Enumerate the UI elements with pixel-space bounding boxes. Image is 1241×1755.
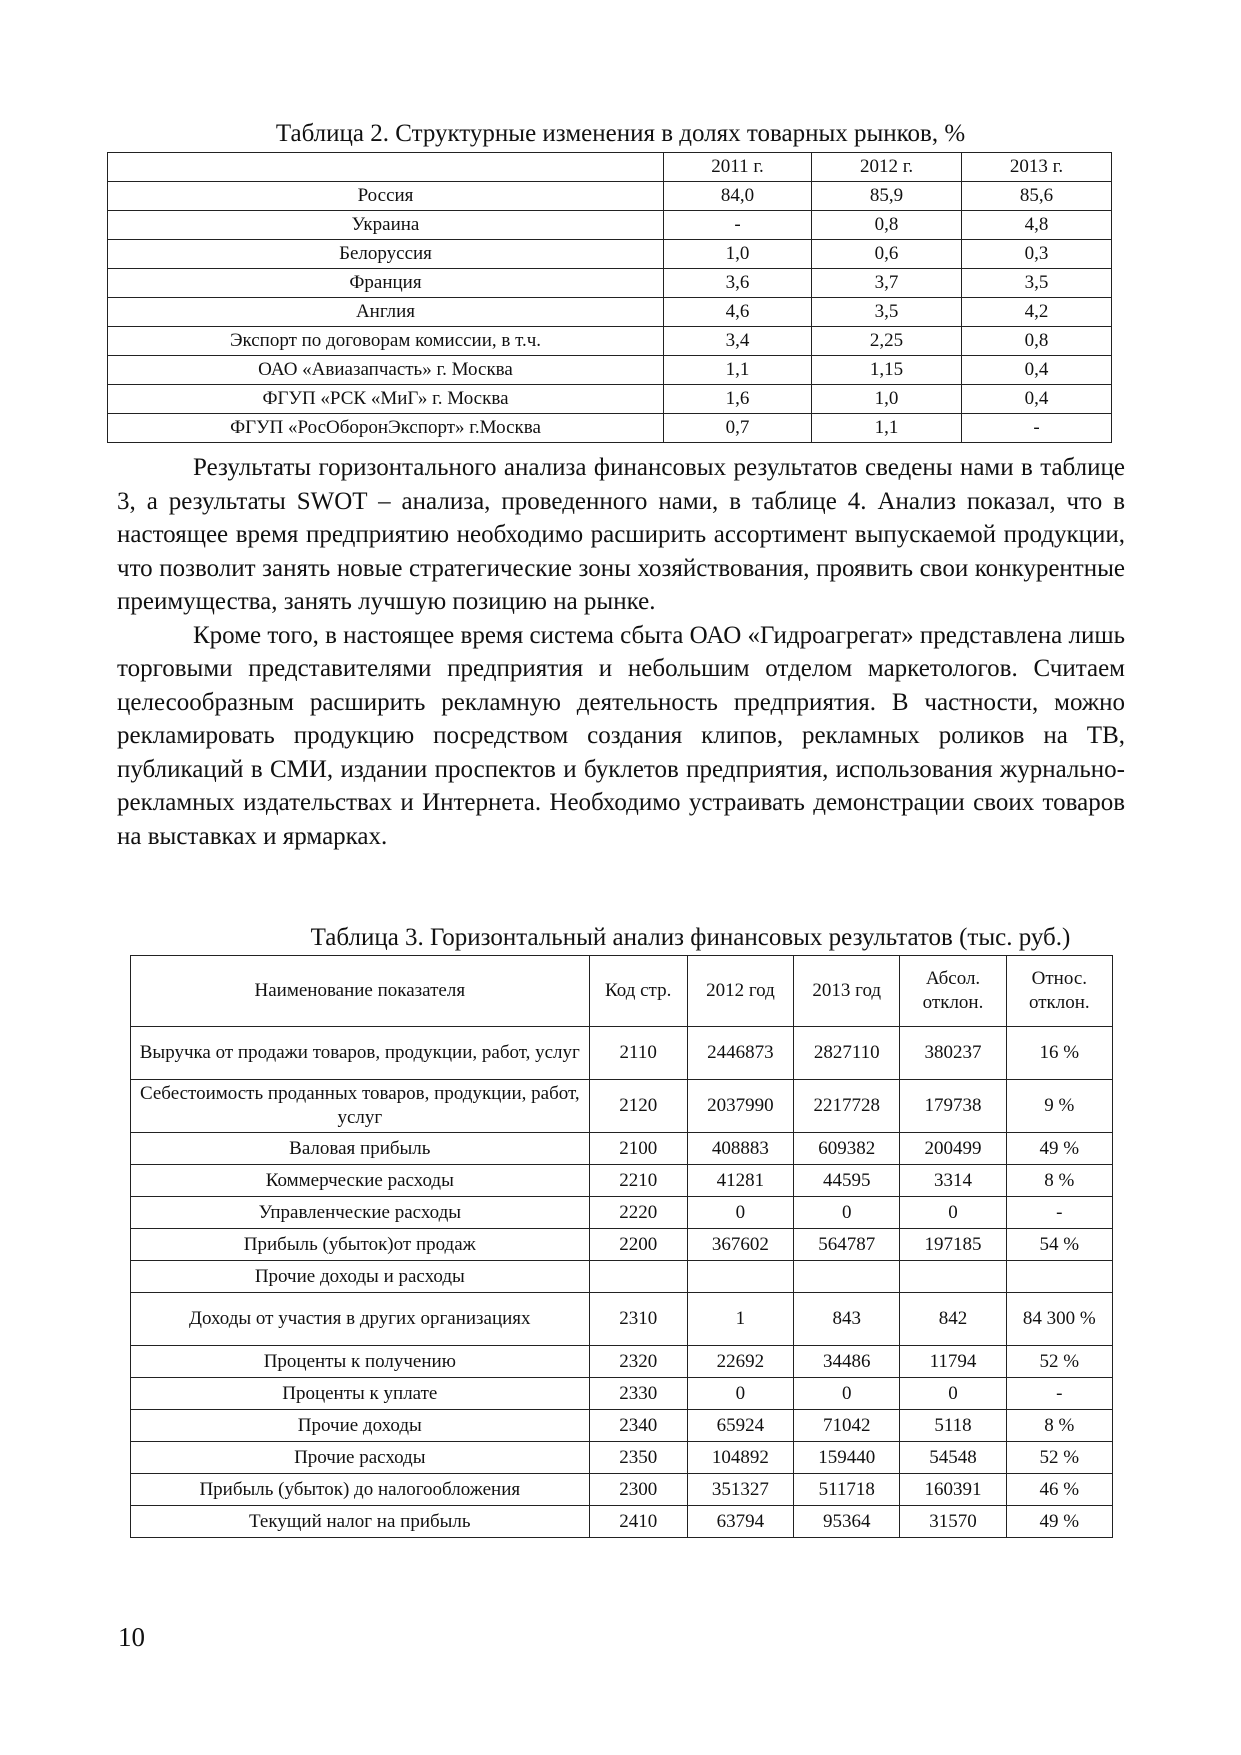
row-label: ОАО «Авиазапчасть» г. Москва — [108, 356, 664, 385]
cell-value: 1,0 — [812, 385, 962, 414]
row-label: Белоруссия — [108, 240, 664, 269]
cell-value: 2827110 — [794, 1027, 900, 1080]
cell-value: 1,6 — [664, 385, 812, 414]
row-label: ФГУП «РосОборонЭкспорт» г.Москва — [108, 414, 664, 443]
cell-value: 49 % — [1006, 1506, 1112, 1538]
row-label: Себестоимость проданных товаров, продукции, работ, услуг — [131, 1080, 590, 1133]
cell-value: 4,2 — [962, 298, 1112, 327]
cell-value: 380237 — [900, 1027, 1006, 1080]
cell-value: 0 — [900, 1197, 1006, 1229]
cell-value: 8 % — [1006, 1410, 1112, 1442]
row-label: Проценты к уплате — [131, 1378, 590, 1410]
cell-value — [687, 1261, 793, 1293]
table-row — [131, 1229, 1113, 1261]
table-row — [108, 298, 1112, 327]
cell-value: 2100 — [589, 1133, 687, 1165]
cell-value: 1 — [687, 1293, 793, 1346]
row-label: Прибыль (убыток)от продаж — [131, 1229, 590, 1261]
row-label: ФГУП «РСК «МиГ» г. Москва — [108, 385, 664, 414]
cell-value: 179738 — [900, 1080, 1006, 1133]
row-label: Англия — [108, 298, 664, 327]
cell-value: 2446873 — [687, 1027, 793, 1080]
cell-value: 367602 — [687, 1229, 793, 1261]
table-row — [108, 385, 1112, 414]
cell-value: 8 % — [1006, 1165, 1112, 1197]
row-label: Франция — [108, 269, 664, 298]
cell-value: 0 — [794, 1197, 900, 1229]
table-row — [108, 414, 1112, 443]
cell-value: 0 — [794, 1378, 900, 1410]
table-row — [108, 269, 1112, 298]
table-row — [131, 1506, 1113, 1538]
cell-value: 2037990 — [687, 1080, 793, 1133]
row-label: Прибыль (убыток) до налогообложения — [131, 1474, 590, 1506]
table-row — [131, 1261, 1113, 1293]
cell-value: 0,6 — [812, 240, 962, 269]
cell-value: 2340 — [589, 1410, 687, 1442]
paragraph: Кроме того, в настоящее время система сбыта ОАО «Гидроагрегат» представлена лишь торговыми представителями предприятия и небольшим отделом маркетологов. Считаем целесообразным расширить рекламную деятельность предприятия. В частности, можно рекламировать продукцию посредством создания клипов, рекламных роликов на ТВ, публикаций в СМИ, издании проспектов и буклетов предприятия, использования журнально-рекламных издательствах и Интернета. Необходимо устраивать демонстрации своих товаров на выставках и ярмарках. — [117, 621, 1125, 850]
cell-value: 2,25 — [812, 327, 962, 356]
cell-value: 0,8 — [812, 211, 962, 240]
row-label: Россия — [108, 182, 664, 211]
cell-value: 0,4 — [962, 385, 1112, 414]
cell-value — [589, 1261, 687, 1293]
cell-value: 197185 — [900, 1229, 1006, 1261]
cell-value: - — [1006, 1197, 1112, 1229]
row-label: Доходы от участия в других организациях — [131, 1293, 590, 1346]
cell-value: 52 % — [1006, 1346, 1112, 1378]
cell-value: 609382 — [794, 1133, 900, 1165]
row-label: Украина — [108, 211, 664, 240]
cell-value: 2410 — [589, 1506, 687, 1538]
header-cell: 2011 г. — [664, 153, 812, 182]
cell-value: 3,7 — [812, 269, 962, 298]
table-row — [108, 182, 1112, 211]
table-row — [131, 1293, 1113, 1346]
header-cell: Наименование показателя — [131, 956, 590, 1027]
row-label: Коммерческие расходы — [131, 1165, 590, 1197]
table-row — [131, 1378, 1113, 1410]
header-cell: Относ. отклон. — [1006, 956, 1112, 1027]
table-row — [131, 1410, 1113, 1442]
row-label: Валовая прибыль — [131, 1133, 590, 1165]
row-label: Выручка от продажи товаров, продукции, работ, услуг — [131, 1027, 590, 1080]
page-number: 10 — [118, 1622, 145, 1652]
cell-value: 54548 — [900, 1442, 1006, 1474]
table-row — [108, 211, 1112, 240]
cell-value: 159440 — [794, 1442, 900, 1474]
header-cell: 2013 г. — [962, 153, 1112, 182]
header-cell — [108, 153, 664, 182]
cell-value: 511718 — [794, 1474, 900, 1506]
cell-value — [794, 1261, 900, 1293]
cell-value: 200499 — [900, 1133, 1006, 1165]
cell-value — [900, 1261, 1006, 1293]
cell-value: 1,1 — [812, 414, 962, 443]
cell-value: 52 % — [1006, 1442, 1112, 1474]
header-cell: 2012 год — [687, 956, 793, 1027]
table-row — [131, 1197, 1113, 1229]
cell-value: 0,4 — [962, 356, 1112, 385]
cell-value: 9 % — [1006, 1080, 1112, 1133]
cell-value: 44595 — [794, 1165, 900, 1197]
cell-value: 843 — [794, 1293, 900, 1346]
cell-value: 0,3 — [962, 240, 1112, 269]
cell-value: 3,4 — [664, 327, 812, 356]
table-financial-results — [130, 955, 1113, 1538]
table2-caption: Таблица 2. Структурные изменения в долях товарных рынков, % — [275, 120, 966, 147]
row-label: Экспорт по договорам комиссии, в т.ч. — [108, 327, 664, 356]
cell-value: 2110 — [589, 1027, 687, 1080]
row-label: Прочие расходы — [131, 1442, 590, 1474]
cell-value: 2300 — [589, 1474, 687, 1506]
paragraph: Результаты горизонтального анализа финансовых результатов сведены нами в таблице 3, а результаты SWOT – анализа, проведенного нами, в таблице 4. Анализ показал, что в настоящее время предприятию необходимо расширить ассортимент выпускаемой продукции, что позволит занять новые стратегические зоны хозяйствования, проявить свои конкурентные преимущества, занять лучшую позицию на рынке. — [117, 454, 1125, 615]
header-cell: Код стр. — [589, 956, 687, 1027]
cell-value: 0 — [900, 1378, 1006, 1410]
cell-value: 104892 — [687, 1442, 793, 1474]
cell-value — [1006, 1261, 1112, 1293]
cell-value: 95364 — [794, 1506, 900, 1538]
cell-value: 1,15 — [812, 356, 962, 385]
table-row — [108, 356, 1112, 385]
table-row — [131, 1346, 1113, 1378]
cell-value: 5118 — [900, 1410, 1006, 1442]
row-label: Управленческие расходы — [131, 1197, 590, 1229]
table-row — [131, 1080, 1113, 1133]
cell-value: 2330 — [589, 1378, 687, 1410]
cell-value: 351327 — [687, 1474, 793, 1506]
cell-value: 408883 — [687, 1133, 793, 1165]
cell-value: 2220 — [589, 1197, 687, 1229]
cell-value: 160391 — [900, 1474, 1006, 1506]
cell-value: 2120 — [589, 1080, 687, 1133]
cell-value: 49 % — [1006, 1133, 1112, 1165]
cell-value: 2350 — [589, 1442, 687, 1474]
row-label: Текущий налог на прибыль — [131, 1506, 590, 1538]
cell-value: 2310 — [589, 1293, 687, 1346]
cell-value: 2200 — [589, 1229, 687, 1261]
table-row — [131, 1027, 1113, 1080]
cell-value: 34486 — [794, 1346, 900, 1378]
cell-value: 85,9 — [812, 182, 962, 211]
cell-value: 4,8 — [962, 211, 1112, 240]
header-row — [131, 956, 1113, 1027]
cell-value: 65924 — [687, 1410, 793, 1442]
cell-value: 1,1 — [664, 356, 812, 385]
cell-value: 2320 — [589, 1346, 687, 1378]
cell-value: 3314 — [900, 1165, 1006, 1197]
table-row — [131, 1133, 1113, 1165]
cell-value: 2217728 — [794, 1080, 900, 1133]
table3-caption: Таблица 3. Горизонтальный анализ финансовых результатов (тыс. руб.) — [310, 924, 1071, 951]
table-row — [131, 1474, 1113, 1506]
cell-value: 63794 — [687, 1506, 793, 1538]
cell-value: 1,0 — [664, 240, 812, 269]
cell-value: 0 — [687, 1378, 793, 1410]
header-cell: Абсол. отклон. — [900, 956, 1006, 1027]
header-cell: 2013 год — [794, 956, 900, 1027]
cell-value: 84 300 % — [1006, 1293, 1112, 1346]
table-market-shares — [107, 152, 1112, 443]
cell-value: 71042 — [794, 1410, 900, 1442]
body-text — [117, 451, 1125, 853]
header-row — [108, 153, 1112, 182]
table-row — [131, 1165, 1113, 1197]
table-row — [108, 327, 1112, 356]
cell-value: 85,6 — [962, 182, 1112, 211]
cell-value: 842 — [900, 1293, 1006, 1346]
cell-value: 41281 — [687, 1165, 793, 1197]
cell-value: 54 % — [1006, 1229, 1112, 1261]
table-row — [108, 240, 1112, 269]
cell-value: 0,7 — [664, 414, 812, 443]
cell-value: 3,5 — [812, 298, 962, 327]
cell-value: 3,6 — [664, 269, 812, 298]
table-row — [131, 1442, 1113, 1474]
cell-value: 564787 — [794, 1229, 900, 1261]
cell-value: 22692 — [687, 1346, 793, 1378]
row-label: Прочие доходы и расходы — [131, 1261, 590, 1293]
cell-value: 0,8 — [962, 327, 1112, 356]
cell-value: - — [664, 211, 812, 240]
cell-value: - — [962, 414, 1112, 443]
cell-value: 46 % — [1006, 1474, 1112, 1506]
cell-value: 4,6 — [664, 298, 812, 327]
cell-value: 84,0 — [664, 182, 812, 211]
cell-value: 3,5 — [962, 269, 1112, 298]
cell-value: - — [1006, 1378, 1112, 1410]
cell-value: 0 — [687, 1197, 793, 1229]
cell-value: 2210 — [589, 1165, 687, 1197]
cell-value: 16 % — [1006, 1027, 1112, 1080]
row-label: Проценты к получению — [131, 1346, 590, 1378]
cell-value: 31570 — [900, 1506, 1006, 1538]
row-label: Прочие доходы — [131, 1410, 590, 1442]
cell-value: 11794 — [900, 1346, 1006, 1378]
header-cell: 2012 г. — [812, 153, 962, 182]
